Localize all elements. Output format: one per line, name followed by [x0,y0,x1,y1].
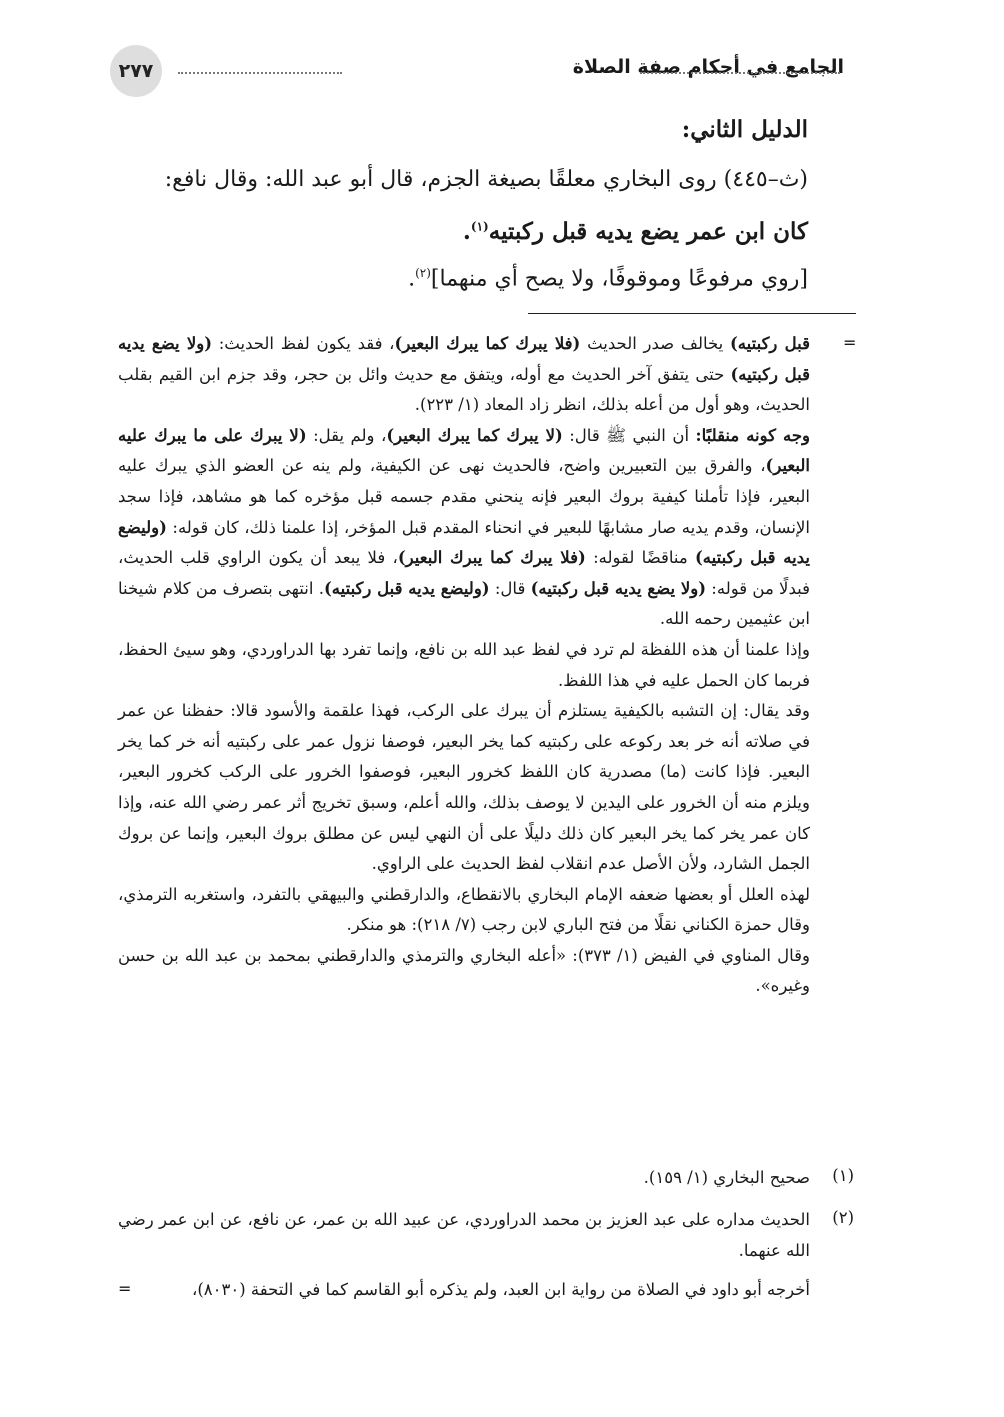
footnote-continuation [118,329,810,1002]
text-run: أن النبي ﷺ قال: [562,425,696,445]
bold-phrase: (ولا يضع يديه قبل ركبتيه) [118,334,810,384]
text-run: . انتهى بتصرف من كلام شيخنا ابن عثيمين رحمه الله. [118,578,810,629]
bold-phrase: (فلا يبرك كما يبرك البعير) [394,334,581,353]
narration-quote [463,218,808,245]
narration-intro: (ث–٤٤٥) روى البخاري معلقًا بصيغة الجزم، قال أبو عبد الله: وقال نافع: [164,167,808,192]
ruling [408,266,808,291]
bold-phrase: (وليضع يديه قبل ركبتيه) [118,517,810,568]
footnote-ref-1: (١) [470,219,489,234]
text-run: ، فلا يبعد أن يكون الراوي قلب الحديث، فبدلًا من قوله: [118,548,810,598]
running-title: الجامع في أحكام صفة الصلاة [572,56,844,78]
footnote-number: (٢) [832,1208,854,1227]
footnote-paragraph: وقال المناوي في الفيض (١/ ٣٧٣): «أعله البخاري والترمذي والدارقطني بمحمد بن عبد الله بن حسن وغيره». [118,945,810,996]
footnote-ref-2: (٢) [415,266,431,280]
bold-phrase: (وليضع يديه قبل ركبتيه) [323,578,490,598]
header-dotted-leader-left [178,60,342,74]
bold-phrase: وجه كونه منقلبًا: [695,425,810,445]
bold-phrase: (ولا يضع يديه قبل ركبتيه) [530,578,707,598]
bold-phrase: (لا يبرك كما يبرك البعير) [386,425,563,445]
footnote-text: صحيح البخاري (١/ ١٥٩). [643,1168,810,1187]
text-run: ، ولم يقل: [306,425,387,445]
footnote-paragraph [118,421,810,635]
ruling-end: . [408,266,416,292]
continuation-mark-end: = [118,1279,132,1298]
footnote-paragraph [118,329,810,421]
text-run: يخالف صدر الحديث [580,334,730,353]
bold-phrase: قبل ركبتيه) [729,334,810,353]
footnote-paragraph: لهذه العلل أو بعضها ضعفه الإمام البخاري بالانقطاع، والدارقطني والبيهقي بالتفرد، واستغربه الترمذي، وقال حمزة الكناني نقلًا من فتح الباري لابن رجب (٧/ ٢١٨): هو منكر. [118,884,810,935]
ruling-text: [روي مرفوعًا وموقوفًا، ولا يصح أي منهما] [430,266,808,292]
quote-text: كان ابن عمر يضع يديه قبل ركبتيه [488,218,808,245]
text-run: قال: [489,578,531,598]
section-heading: الدليل الثاني: [681,116,808,143]
quote-end: . [462,218,471,245]
footnote-paragraph: وقد يقال: إن التشبه بالكيفية يستلزم أن يبرك على الركب، فهذا علقمة والأسود قالا: حفظنا عن عمر في صلاته أنه خر بعد ركوعه على ركبتيه كما يخر البعير، فوصفا نزول عمر على ركبتيه أنه خر كما يخر البعير. فإذا كانت (ما) مصدرية كان اللفظ كخرور البعير، فوصفوا الخرور على الركب كخرور البعير، ويلزم منه أن الخرور على اليدين لا يوصف بذلك، والله أعلم، وسبق تخريج أثر عمر رضي الله عنه، وإذا كان عمر يخر كما يخر البعير كان ذلك دليلًا على أن النهي ليس عن مطلق بروك البعير، وإنما عن بروك الجمل الشارد، ولأن الأصل عدم انقلاب لفظ الحديث على الراوي. [118,701,810,874]
footnote-paragraph: وإذا علمنا أن هذه اللفظة لم ترد في لفظ عبد الله بن نافع، وإنما تفرد بها الدراوردي، وهو سيئ الحفظ، فربما كان الحمل عليه في هذا اللفظ. [118,639,810,690]
footnote-separator [528,313,856,314]
bold-phrase: (فلا يبرك كما يبرك البعير) [397,548,586,568]
footnote-number: (١) [832,1166,854,1185]
text-run: ، فقد يكون لفظ الحديث: [212,334,395,353]
footnote-text: الحديث مداره على عبد العزيز بن محمد الدراوردي، عن عبيد الله بن عمر، عن نافع، عن ابن عمر رضي الله عنهما. [118,1210,810,1260]
text-run: مناقضًا لقوله: [585,548,695,568]
bold-phrase: (لا يبرك على ما يبرك عليه البعير) [118,425,810,476]
footnote-tail: أخرجه أبو داود في الصلاة من رواية ابن العبد، ولم يذكره أبو القاسم كما في التحفة (٨٠٣٠)، [192,1280,810,1299]
page-number: ٢٧٧ [110,45,162,97]
continuation-mark: = [843,333,857,352]
header-dotted-leader-right [640,60,840,74]
text-run: حتى يتفق آخر الحديث مع أوله، ويتفق مع حديث وائل بن حجر، وقد جزم ابن القيم بقلب الحديث، وهو أول من أعله بذلك، انظر زاد المعاد (١/ ٢٢٣). [118,364,810,415]
text-run: ، والفرق بين التعبيرين واضح، فالحديث نهى عن الكيفية، ولم ينه عن العضو الذي يبرك عليه البعير، فإذا تأملنا كيفية بروك البعير فإنه ينحني مقدم جسمه قبل مؤخره كما هو مشاهد، فإذا سجد الإنسان، وقدم يديه صار مشابهًا للبعير في انحناء المقدم قبل المؤخر، إذا علمنا ذلك، كان قوله: [118,456,810,537]
